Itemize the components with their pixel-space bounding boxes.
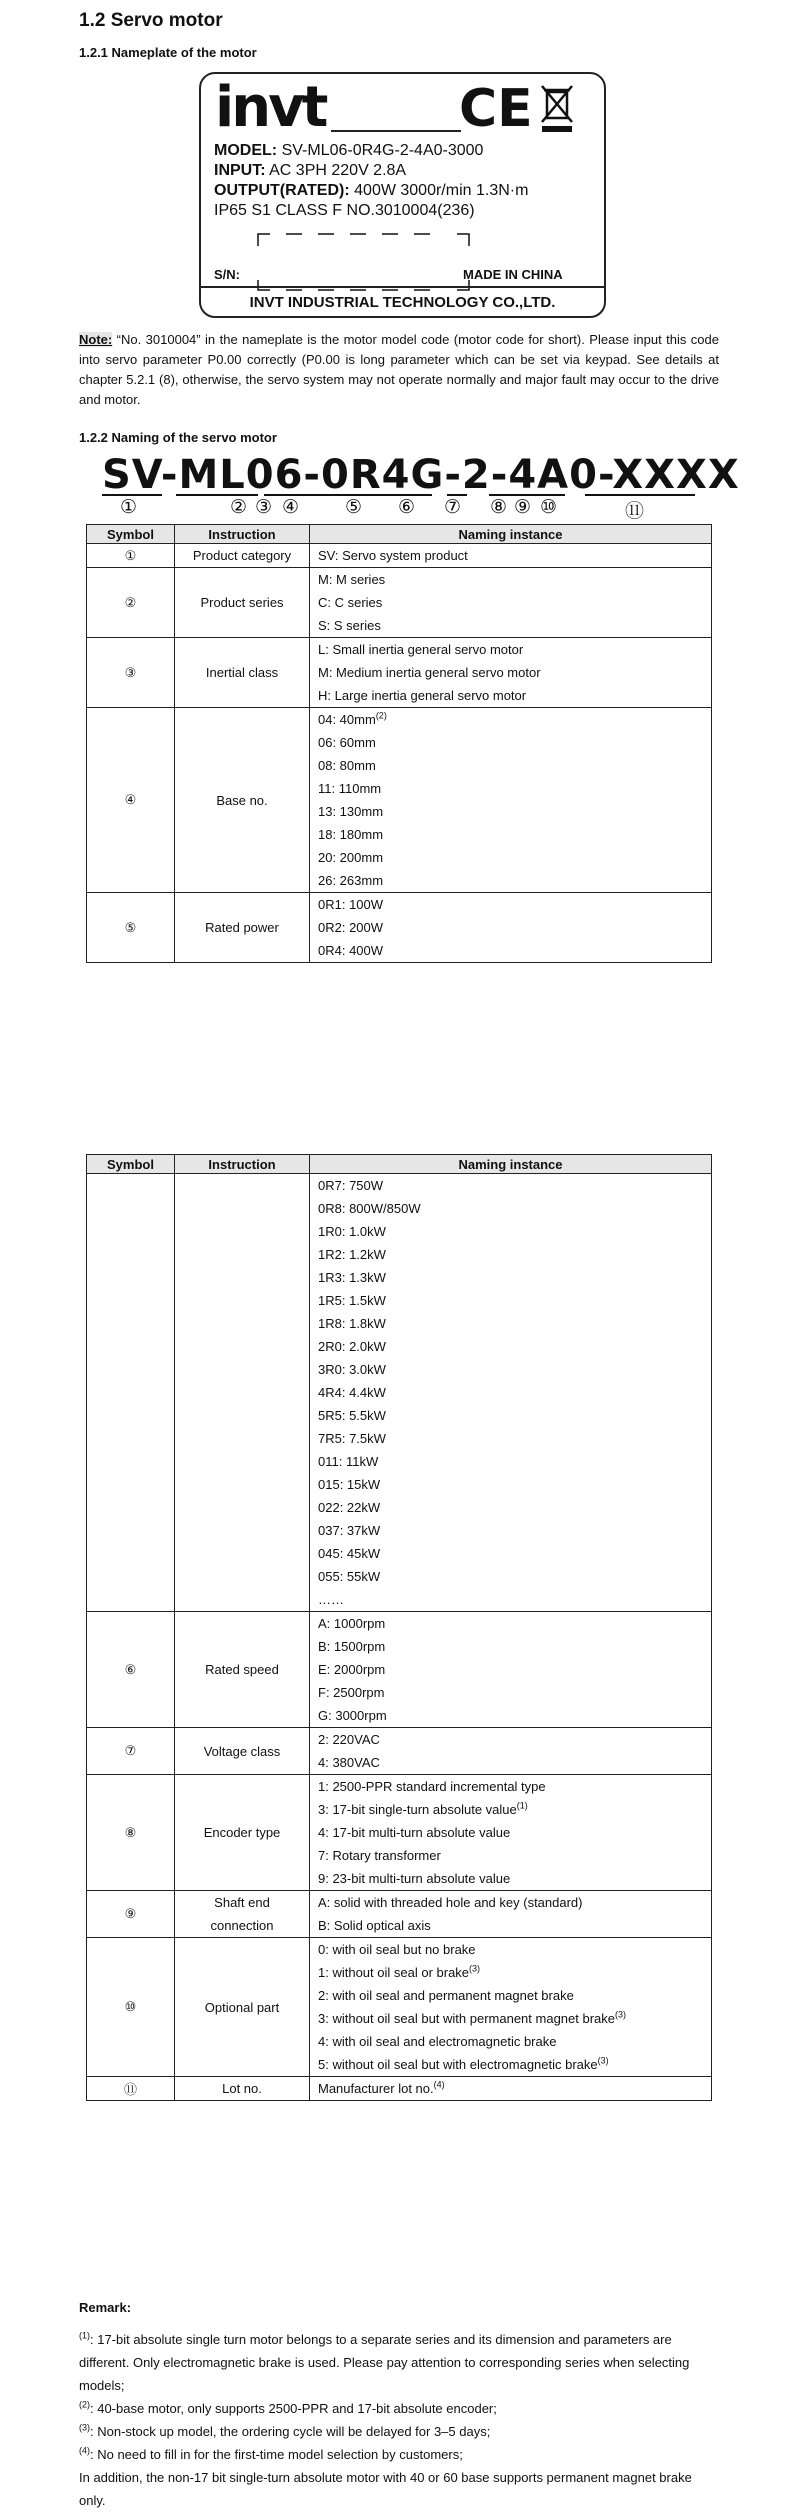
naming-value-b0-3: F: 2500rpm bbox=[318, 1685, 385, 1700]
nameplate-rating-line: IP65 S1 CLASS F NO.3010004(236) bbox=[214, 202, 475, 219]
naming-value-b3-1: B: Solid optical axis bbox=[318, 1918, 431, 1933]
nameplate-divider bbox=[201, 286, 604, 288]
remark-item-4 bbox=[79, 2466, 719, 2512]
naming-instance-cell bbox=[310, 568, 712, 638]
output-label: OUTPUT(RATED): bbox=[214, 182, 350, 199]
header-naming: Naming instance bbox=[310, 1155, 712, 1174]
naming-instance-cell bbox=[310, 1891, 712, 1938]
remark-mark: (1) bbox=[79, 2330, 90, 2341]
table-row bbox=[87, 544, 712, 568]
input-value: AC 3PH 220V 2.8A bbox=[269, 162, 407, 179]
symbol-cell: ⑥ bbox=[87, 1612, 175, 1728]
naming-value-p-6: 1R8: 1.8kW bbox=[318, 1316, 386, 1331]
table-row bbox=[87, 1612, 712, 1728]
footnote-ref: (2) bbox=[375, 710, 387, 721]
naming-value-a1-2: S: S series bbox=[318, 618, 381, 633]
footnote-ref: (3) bbox=[597, 2055, 609, 2066]
nameplate-note bbox=[79, 330, 719, 410]
naming-value-a3-2: 08: 80mm bbox=[318, 758, 376, 773]
symbol-cell: ③ bbox=[87, 638, 175, 708]
naming-instance-cell bbox=[310, 1775, 712, 1891]
remark-text: : Non-stock up model, the ordering cycle will be delayed for 3–5 days; bbox=[90, 2424, 491, 2439]
instruction-cell: Voltage class bbox=[175, 1728, 310, 1775]
remark-mark: (2) bbox=[79, 2399, 90, 2410]
naming-instance-cell bbox=[310, 638, 712, 708]
motor-nameplate bbox=[199, 72, 606, 318]
footnote-ref: (1) bbox=[516, 1800, 528, 1811]
naming-value-a4-0: 0R1: 100W bbox=[318, 897, 384, 912]
instruction-cell bbox=[175, 1174, 310, 1612]
code-number-10: ⑩ bbox=[540, 496, 558, 518]
naming-value-a3-0: 04: $40mm^{(2)}$ bbox=[318, 710, 387, 727]
symbol-cell: ② bbox=[87, 568, 175, 638]
naming-value-b1-0: 2: 220VAC bbox=[318, 1732, 380, 1747]
naming-value-a1-1: C: C series bbox=[318, 595, 383, 610]
code-number-3: ③ bbox=[255, 496, 273, 518]
naming-value-b0-2: E: 2000rpm bbox=[318, 1662, 386, 1677]
naming-value-p-13: 015: 15kW bbox=[318, 1477, 381, 1492]
symbol-cell: ⑤ bbox=[87, 893, 175, 963]
naming-value-a4-2: 0R4: 400W bbox=[318, 943, 384, 958]
code-number-7: ⑦ bbox=[444, 496, 462, 518]
header-symbol: Symbol bbox=[87, 1155, 175, 1174]
table-row bbox=[87, 2077, 712, 2101]
note-text: “No. 3010004” in the nameplate is the motor model code (motor code for short). Please input this code into servo parameter P0.00 correctly (P0.00 is long parameter which can be set via keypad. See details at chapter 5.2.1 (8), otherwise, the servo system may not operate normally and major fault may occur to the drive and motor. bbox=[79, 332, 719, 407]
nameplate-model-line bbox=[214, 142, 483, 160]
naming-value-a3-5: 18: 180mm bbox=[318, 827, 384, 842]
naming-value-p-0: 0R7: 750W bbox=[318, 1178, 384, 1193]
naming-instance-cell bbox=[310, 544, 712, 568]
remark-item-3 bbox=[79, 2443, 719, 2466]
naming-instance-cell bbox=[310, 708, 712, 893]
model-code: SV-ML06-0R4G-2-4A0-XXXX bbox=[102, 452, 740, 498]
table-header-row bbox=[87, 1155, 712, 1174]
naming-value-p-18: …… bbox=[318, 1592, 344, 1607]
table-row bbox=[87, 1891, 712, 1938]
remark-item-0 bbox=[79, 2328, 719, 2397]
code-number-1: ① bbox=[120, 496, 138, 518]
nameplate-input-line bbox=[214, 162, 406, 180]
instruction-cell: Base no. bbox=[175, 708, 310, 893]
remark-text: : 17-bit absolute single turn motor belongs to a separate series and its dimension and parameters are different. Only electromagnetic brake is used. Please pay attention to corresponding series when selecting models; bbox=[79, 2332, 690, 2393]
naming-instance-cell bbox=[310, 1938, 712, 2077]
naming-value-a2-2: H: Large inertia general servo motor bbox=[318, 688, 527, 703]
table-row bbox=[87, 568, 712, 638]
model-label: MODEL: bbox=[214, 142, 278, 159]
naming-table-part1 bbox=[86, 524, 712, 963]
instruction-cell: Rated power bbox=[175, 893, 310, 963]
naming-value-a2-1: M: Medium inertia general servo motor bbox=[318, 665, 541, 680]
table-row bbox=[87, 1775, 712, 1891]
code-number-9: ⑨ bbox=[514, 496, 532, 518]
instruction-cell: Optional part bbox=[175, 1938, 310, 2077]
svg-text:CE: CE bbox=[459, 79, 533, 134]
table-row bbox=[87, 708, 712, 893]
header-instruction: Instruction bbox=[175, 1155, 310, 1174]
table-header-row bbox=[87, 525, 712, 544]
code-number-8: ⑧ bbox=[490, 496, 508, 518]
ce-mark-icon bbox=[457, 78, 537, 134]
symbol-cell: ⑧ bbox=[87, 1775, 175, 1891]
naming-value-p-10: 5R5: 5.5kW bbox=[318, 1408, 386, 1423]
nameplate-output-line bbox=[214, 182, 528, 200]
input-label: INPUT: bbox=[214, 162, 266, 179]
naming-value-b4-4: 4: with oil seal and electromagnetic brake bbox=[318, 2034, 557, 2049]
naming-value-b2-2: 4: 17-bit multi-turn absolute value bbox=[318, 1825, 511, 1840]
naming-value-p-15: 037: 37kW bbox=[318, 1523, 381, 1538]
naming-value-a4-1: 0R2: 200W bbox=[318, 920, 384, 935]
symbol-cell: ⑨ bbox=[87, 1891, 175, 1938]
naming-instance-cell bbox=[310, 1612, 712, 1728]
naming-value-b2-0: 1: 2500-PPR standard incremental type bbox=[318, 1779, 546, 1794]
footnote-ref: (3) bbox=[469, 1963, 481, 1974]
remark-text: : 40-base motor, only supports 2500-PPR and 17-bit absolute encoder; bbox=[90, 2401, 497, 2416]
instruction-cell: Inertial class bbox=[175, 638, 310, 708]
symbol-cell: ⑪ bbox=[87, 2077, 175, 2101]
logo-underline bbox=[331, 130, 461, 132]
naming-value-b5-0: Manufacturer lot no.$^{(4)}$ bbox=[318, 2079, 445, 2096]
remark-text: In addition, the non-17 bit single-turn absolute motor with 40 or 60 base supports permanent magnet brake only. bbox=[79, 2470, 692, 2508]
company-name: INVT INDUSTRIAL TECHNOLOGY CO.,LTD. bbox=[249, 294, 556, 311]
invt-logo: invt bbox=[215, 75, 326, 140]
naming-value-b2-1: 3: 17-bit single-turn absolute value$^{(1)}$ bbox=[318, 1800, 528, 1817]
naming-value-a3-4: 13: 130mm bbox=[318, 804, 384, 819]
made-in-label: MADE IN CHINA bbox=[463, 267, 563, 282]
model-value: SV-ML06-0R4G-2-4A0-3000 bbox=[281, 142, 484, 159]
naming-value-p-3: 1R2: 1.2kW bbox=[318, 1247, 386, 1262]
naming-value-b0-4: G: 3000rpm bbox=[318, 1708, 387, 1723]
output-value: 400W 3000r/min 1.3N·m bbox=[354, 182, 529, 199]
naming-value-p-16: 045: 45kW bbox=[318, 1546, 381, 1561]
remark-title: Remark: bbox=[79, 2300, 132, 2315]
remark-mark: (4) bbox=[79, 2445, 90, 2456]
naming-value-p-17: 055: 55kW bbox=[318, 1569, 381, 1584]
naming-value-p-8: 3R0: 3.0kW bbox=[318, 1362, 386, 1377]
nameplate-heading: 1.2.1 Nameplate of the motor bbox=[79, 45, 257, 60]
naming-instance-cell bbox=[310, 893, 712, 963]
weee-bin-icon bbox=[539, 82, 575, 134]
naming-value-b4-2: 2: with oil seal and permanent magnet brake bbox=[318, 1988, 574, 2003]
header-naming: Naming instance bbox=[310, 525, 712, 544]
code-number-5: ⑤ bbox=[345, 496, 363, 518]
instruction-cell: Product category bbox=[175, 544, 310, 568]
naming-value-p-7: 2R0: 2.0kW bbox=[318, 1339, 386, 1354]
footnote-ref: (4) bbox=[433, 2079, 445, 2090]
symbol-cell: ⑦ bbox=[87, 1728, 175, 1775]
header-symbol: Symbol bbox=[87, 525, 175, 544]
naming-value-a0-0: SV: Servo system product bbox=[318, 548, 468, 563]
table-row bbox=[87, 1728, 712, 1775]
code-number-6: ⑥ bbox=[398, 496, 416, 518]
naming-instance-cell bbox=[310, 1174, 712, 1612]
table-row bbox=[87, 1938, 712, 2077]
naming-value-a1-0: M: M series bbox=[318, 572, 386, 587]
naming-value-a3-1: 06: 60mm bbox=[318, 735, 376, 750]
naming-instance-cell bbox=[310, 2077, 712, 2101]
naming-heading: 1.2.2 Naming of the servo motor bbox=[79, 430, 277, 445]
remark-item-2 bbox=[79, 2420, 719, 2443]
serial-label: S/N: bbox=[214, 267, 240, 282]
remark-list bbox=[79, 2328, 719, 2512]
code-number-11: ⑪ bbox=[625, 500, 645, 522]
naming-value-p-12: 011: 11kW bbox=[318, 1454, 379, 1469]
symbol-cell: ① bbox=[87, 544, 175, 568]
symbol-cell: ⑩ bbox=[87, 1938, 175, 2077]
instruction-line: connection bbox=[210, 1918, 274, 1933]
naming-value-b1-1: 4: 380VAC bbox=[318, 1755, 380, 1770]
instruction-cell: Product series bbox=[175, 568, 310, 638]
table-row bbox=[87, 893, 712, 963]
header-instruction: Instruction bbox=[175, 525, 310, 544]
naming-value-b3-0: A: solid with threaded hole and key (standard) bbox=[318, 1895, 583, 1910]
section-title: 1.2 Servo motor bbox=[79, 10, 223, 31]
remark-mark: (3) bbox=[79, 2422, 90, 2433]
serial-number-box bbox=[256, 232, 471, 292]
remark-item-1 bbox=[79, 2397, 719, 2420]
code-number-2: ② bbox=[230, 496, 248, 518]
instruction-cell: Lot no. bbox=[175, 2077, 310, 2101]
naming-value-b2-3: 7: Rotary transformer bbox=[318, 1848, 441, 1863]
naming-value-p-9: 4R4: 4.4kW bbox=[318, 1385, 386, 1400]
instruction-line: Shaft end bbox=[214, 1895, 270, 1910]
naming-value-b4-5: 5: without oil seal but with electromagnetic brake$^{(3)}$ bbox=[318, 2055, 609, 2072]
naming-value-p-5: 1R5: 1.5kW bbox=[318, 1293, 386, 1308]
naming-value-b2-4: 9: 23-bit multi-turn absolute value bbox=[318, 1871, 511, 1886]
naming-value-a3-3: 11: 110mm bbox=[318, 781, 382, 796]
footnote-ref: (3) bbox=[615, 2009, 627, 2020]
table-row bbox=[87, 1174, 712, 1612]
naming-value-p-14: 022: 22kW bbox=[318, 1500, 381, 1515]
table-row bbox=[87, 638, 712, 708]
note-label: Note: bbox=[79, 332, 113, 347]
code-number-4: ④ bbox=[282, 496, 300, 518]
naming-instance-cell bbox=[310, 1728, 712, 1775]
instruction-cell: Encoder type bbox=[175, 1775, 310, 1891]
symbol-cell: ④ bbox=[87, 708, 175, 893]
naming-value-b0-0: A: 1000rpm bbox=[318, 1616, 386, 1631]
naming-value-a3-7: 26: 263mm bbox=[318, 873, 384, 888]
naming-value-b4-3: 3: without oil seal but with permanent magnet brake$^{(3)}$ bbox=[318, 2009, 627, 2026]
naming-value-b4-0: 0: with oil seal but no brake bbox=[318, 1942, 476, 1957]
symbol-cell bbox=[87, 1174, 175, 1612]
naming-table-part2 bbox=[86, 1154, 712, 2101]
naming-value-p-11: 7R5: 7.5kW bbox=[318, 1431, 386, 1446]
naming-value-a2-0: L: Small inertia general servo motor bbox=[318, 642, 524, 657]
naming-value-b4-1: 1: without oil seal or brake$^{(3)}$ bbox=[318, 1963, 481, 1980]
remark-text: : No need to fill in for the first-time model selection by customers; bbox=[90, 2447, 463, 2462]
naming-value-p-2: 1R0: 1.0kW bbox=[318, 1224, 386, 1239]
naming-value-a3-6: 20: 200mm bbox=[318, 850, 384, 865]
naming-value-b0-1: B: 1500rpm bbox=[318, 1639, 386, 1654]
instruction-cell: Rated speed bbox=[175, 1612, 310, 1728]
naming-value-p-4: 1R3: 1.3kW bbox=[318, 1270, 386, 1285]
naming-value-p-1: 0R8: 800W/850W bbox=[318, 1201, 421, 1216]
instruction-cell bbox=[175, 1891, 310, 1938]
